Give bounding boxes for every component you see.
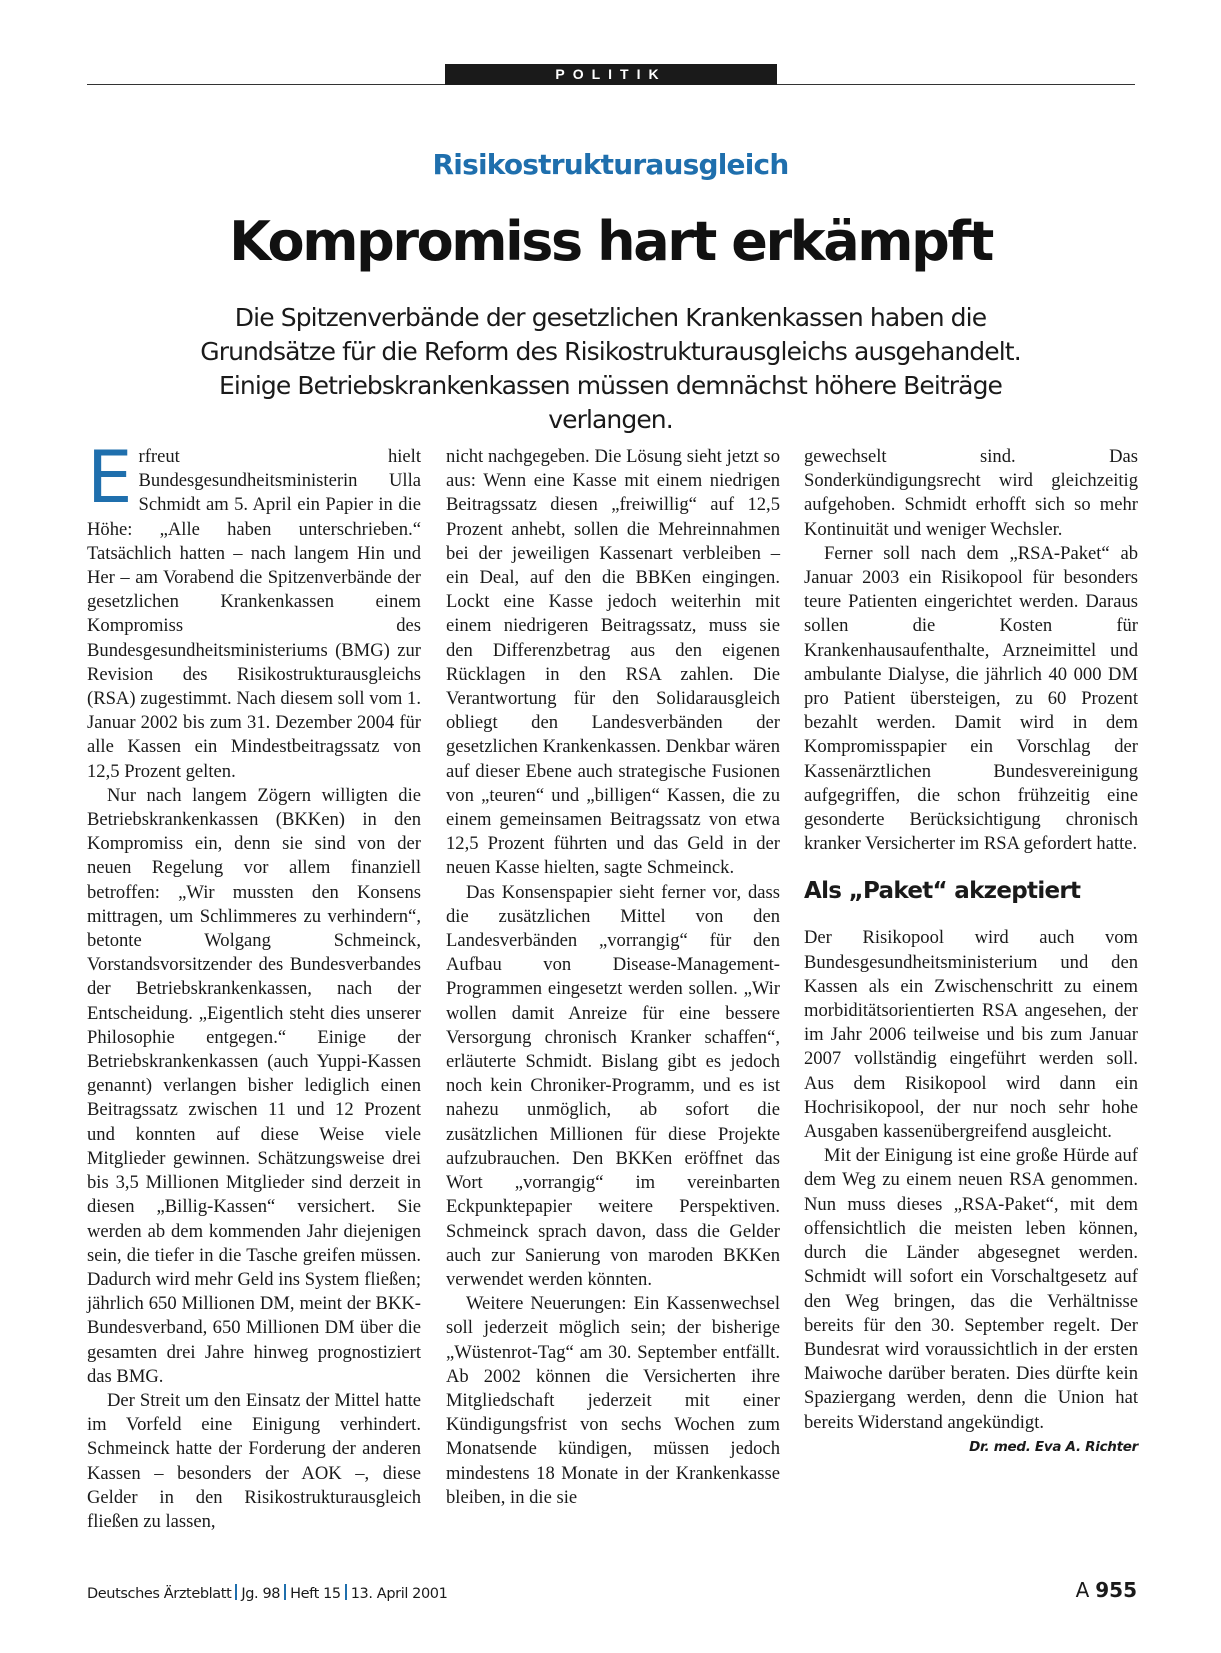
issue-date: 13. April 2001 bbox=[350, 1586, 448, 1602]
separator bbox=[345, 1584, 347, 1600]
headline: Kompromiss hart erkämpft bbox=[229, 210, 992, 273]
issue: Heft 15 bbox=[290, 1586, 341, 1602]
paragraph: Weitere Neuerungen: Ein Kassenwechsel soll jederzeit möglich sein; der bisherige „Wüstenrot-Tag“ am 30. September entfällt. Ab 2002 können die Versicherten ihre Mitgliedschaft jederzeit mit einer Kündigungsfrist von sechs Wochen zum Monatsende kündigen, müssen jedoch mindestens 18 Monate in der Krankenkasse bleiben, in die sie bbox=[446, 1293, 780, 1508]
kicker: Risikostrukturausgleich bbox=[432, 148, 789, 181]
paragraph: Nur nach langem Zögern willigten die Betriebskrankenkassen (BKKen) in den Kompromiss ein, denn sie sind von der neuen Regelung vor allem finanziell betroffen: „Wir mussten den Konsens mittragen, um Schlimmeres zu verhindern“, betonte Wolgang Schmeinck, Vorstandsvorsitzender des Bundesverbandes der Betriebskrankenkassen, nach der Entscheidung. „Eigentlich steht dies unserer Philosophie entgegen.“ Einige der Betriebskrankenkassen (auch Yuppi-Kassen genannt) verlangen bisher lediglich einen Beitragssatz zwischen 11 und 12 Prozent und konnten auf diese Weise viele Mitglieder gewinnen. Schätzungsweise drei bis 3,5 Millionen Mitglieder sind derzeit in diesen „Billig-Kassen“ versichert. Sie werden ab dem kommenden Jahr diejenigen sein, die tiefer in die Tasche greifen müssen. Dadurch wird mehr Geld ins System fließen; jährlich 650 Millionen DM, meint der BKK-Bundesverband, 650 Millionen DM über die gesamten drei Jahre hinweg prognostiziert das BMG. bbox=[87, 784, 421, 1387]
paragraph bbox=[804, 1144, 1138, 1455]
paragraph-text: rfreut hielt Bundesgesundheitsministerin Ulla Schmidt am 5. April ein Papier in die Höhe: „Alle haben unterschrieben.“ Tatsächlich hatten – nach langem Hin und Her – am Vorabend die Spitzenverbände der gesetzlichen Krankenkassen einem Kompromiss des Bundesgesundheitsministeriums (BMG) zur Revision des Risikostrukturausgleichs (RSA) zugestimmt. Nach diesem soll vom 1. Januar 2002 bis zum 31. Dezember 2004 für alle Kassen ein Mindestbeitragssatz von 12,5 Prozent gelten. bbox=[87, 446, 421, 782]
column-2 bbox=[446, 445, 780, 1510]
volume: Jg. 98 bbox=[241, 1586, 281, 1602]
paragraph: nicht nachgegeben. Die Lösung sieht jetzt so aus: Wenn eine Kasse mit einem niedrigen Beitragssatz diesen „freiwillig“ auf 12,5 Prozent anhebt, sollen die Mehreinnahmen bei der jeweiligen Kassenart verbleiben – ein Deal, auf den die BBKen eingingen. Lockt eine Kasse jedoch weiterhin mit einem niedrigeren Beitragssatz, muss sie den Differenzbetrag aus den eigenen Rücklagen in den RSA zahlen. Die Verantwortung für den Solidarausgleich obliegt den Landesverbänden der gesetzlichen Krankenkassen. Denkbar wären auf dieser Ebene auch strategische Fusionen von „teuren“ und „billigen“ Kassen, die zu einem gemeinsamen Beitragssatz von etwa 12,5 Prozent führten und das Geld in der neuen Kasse hielten, sagte Schmeinck. bbox=[446, 446, 780, 879]
paragraph: gewechselt sind. Das Sonderkündigungsrecht wird gleichzeitig aufgehoben. Schmidt erhofft sich so mehr Kontinuität und weniger Wechsler. bbox=[804, 446, 1138, 540]
footer-citation bbox=[87, 1584, 447, 1602]
column-3 bbox=[804, 445, 1138, 1459]
drop-cap: E bbox=[87, 435, 133, 519]
lede: Die Spitzenverbände der gesetzlichen Krankenkassen haben die Grundsätze für die Reform des Risikostrukturausgleichs ausgehandelt. Einige Betriebskrankenkassen müssen demnächst höhere Beiträge verlangen. bbox=[200, 303, 1021, 434]
separator bbox=[235, 1584, 237, 1600]
journal-name: Deutsches Ärzteblatt bbox=[87, 1586, 232, 1602]
section-label: POLITIK bbox=[445, 64, 777, 85]
page-prefix: A bbox=[1075, 1578, 1090, 1602]
paragraph bbox=[87, 435, 421, 784]
paragraph: Das Konsenspapier sieht ferner vor, dass die zusätzlichen Mittel von den Landesverbänden „vorrangig“ für den Aufbau von Disease-Management-Programmen eingesetzt werden sollen. „Wir wollen damit Anreize für eine bessere Versorgung chronisch Kranker schaffen“, erläuterte Schmidt. Bislang gibt es jedoch noch kein Chroniker-Programm, und es ist nahezu unmöglich, ab sofort die zusätzlichen Millionen für diese Projekte aufzubrauchen. Den BKKen eröffnet das Wort „vorrangig“ im vereinbarten Eckpunktepapier weitere Perspektiven. Schmeinck sprach davon, dass die Gelder auch zur Sanierung von maroden BKKen verwendet werden könnten. bbox=[446, 881, 780, 1290]
author-byline: Dr. med. Eva A. Richter bbox=[969, 1438, 1138, 1455]
page-number bbox=[1076, 1578, 1137, 1602]
separator bbox=[284, 1584, 286, 1600]
column-1 bbox=[87, 435, 421, 1534]
paragraph: Der Streit um den Einsatz der Mittel hatte im Vorfeld eine Einigung verhindert. Schmeinck hatte der Forderung der anderen Kassen – besonders der AOK –, diese Gelder in den Risikostrukturausgleich fließen zu lassen, bbox=[87, 1389, 421, 1532]
paragraph: Ferner soll nach dem „RSA-Paket“ ab Januar 2003 ein Risikopool für besonders teure Patienten eingerichtet werden. Daraus sollen die Kosten für Krankenhausaufenthalte, Arzneimittel und ambulante Dialyse, die jährlich 40 000 DM pro Patient übersteigen, zu 60 Prozent bezahlt werden. Damit wird in dem Kompromisspapier ein Vorschlag der Kassenärztlichen Bundesvereinigung aufgegriffen, die schon frühzeitig eine gesonderte Berücksichtigung chronisch kranker Versicherter im RSA gefordert hatte. bbox=[804, 542, 1138, 855]
subheading: Als „Paket“ akzeptiert bbox=[804, 878, 1081, 905]
paragraph-text: Mit der Einigung ist eine große Hürde auf dem Weg zu einem neuen RSA genommen. Nun muss dieses „RSA-Paket“, mit dem offensichtlich die meisten leben können, durch die Länder abgesegnet werden. Schmidt will sofort ein Vorschaltgesetz auf den Weg bringen, das die Verhältnisse bereits für den 30. September regelt. Der Bundesrat wird voraussichtlich in der ersten Maiwoche darüber beraten. Dies dürfte kein Spaziergang werden, denn die Union hat bereits Widerstand angekündigt. bbox=[804, 1145, 1138, 1433]
page-number-value: 955 bbox=[1095, 1578, 1137, 1602]
paragraph: Der Risikopool wird auch vom Bundesgesundheitsministerium und den Kassen als ein Zwischenschritt zu einem morbiditätsorientierten RSA angesehen, der im Jahr 2006 teilweise und bis zum Januar 2007 vollständig eingeführt werden soll. Aus dem Risikopool wird dann ein Hochrisikopool, der nur noch sehr hohe Ausgaben kassenübergreifend ausgleicht. bbox=[804, 927, 1138, 1143]
